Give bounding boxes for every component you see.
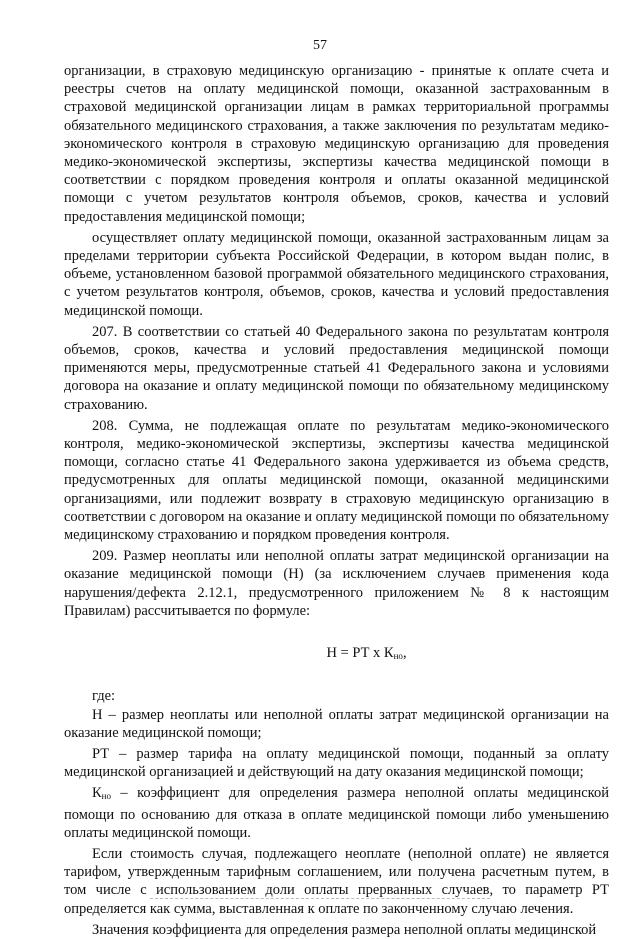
definition-k-subscript: но bbox=[101, 791, 111, 802]
paragraph-208: 208. Сумма, не подлежащая оплате по результатам медико-экономического контроля, медико-экономической экспертизы, экспертизы качества медицинской помощи, согласно статье 41 Федерального закона удерживается из объема средств, предусмотренных для оплаты медицинской помощи, оказанной медицинскими организациями, или подлежит возврату в страховую медицинскую организацию в соответствии с договором на оказание и оплату медицинской помощи по обязательному медицинскому страхованию и порядком проведения контроля. bbox=[64, 417, 609, 544]
definition-h: Н – размер неоплаты или неполной оплаты затрат медицинской организации на оказание медицинской помощи; bbox=[64, 706, 609, 741]
paragraph-207: 207. В соответствии со статьей 40 Федерального закона по результатам контроля объемов, сроков, качества и условий предоставления медицинской помощи применяются меры, предусмотренные статьей 41 Федерального закона и условиями договора на оказание и оплату медицинской помощи по обязательному медицинскому страхованию. bbox=[64, 323, 609, 413]
formula-main: Н = РТ х К bbox=[326, 645, 394, 662]
paragraph-209: 209. Размер неоплаты или неполной оплаты затрат медицинской организации на оказание медицинской помощи (Н) (за исключением случаев применения кода нарушения/дефекта 2.12.1, предусмотренного приложением № 8 к настоящим Правилам) рассчитывается по формуле: bbox=[64, 548, 609, 619]
definition-rt: РТ – размер тарифа на оплату медицинской помощи, поданный за оплату медицинской организацией и действующий на дату оказания медицинской помощи; bbox=[64, 745, 609, 781]
paragraph-payment: осуществляет оплату медицинской помощи, оказанной застрахованным лицам за пределами территории субъекта Российской Федерации, в котором выдан полис, в объеме, установленном базовой программой обязательного медицинского страхования, с учетом результатов контроля, объемов, сроков, качества и условий предоставления медицинской помощи. bbox=[64, 229, 609, 319]
formula bbox=[64, 644, 609, 665]
page-number: 57 bbox=[313, 38, 327, 53]
where-label: где: bbox=[92, 688, 116, 705]
document-body bbox=[64, 62, 609, 939]
definition-k-text: – коэффициент для определения размера неполной оплаты медицинской помощи по основанию для отказа в оплате медицинской помощи либо уменьшению оплаты медицинской помощи. bbox=[64, 785, 609, 841]
definition-k bbox=[64, 784, 609, 842]
formula-tail: , bbox=[402, 645, 407, 662]
formula-subscript: но bbox=[393, 651, 403, 662]
paragraph-continuation: организации, в страховую медицинскую организацию - принятые к оплате счета и реестры счетов на оплату медицинской помощи, оказанной застрахованным в страховой медицинской организации лицам в рамках территориальной программы обязательного медицинского страхования, а также заключения по результатам медико-экономического контроля в страховую медицинскую организацию для проведения медико-экономической экспертизы, экспертизы качества медицинской помощи в соответствии с порядком проведения контроля и оплаты оказанной медицинской помощи с учетом результатов контроля объемов, сроков, качества и условий предоставления медицинской помощи; bbox=[64, 63, 609, 225]
scan-edge-line bbox=[150, 898, 490, 899]
definition-k-letter: К bbox=[92, 785, 102, 802]
paragraph-coefficient: Значения коэффициента для определения размера неполной оплаты медицинской bbox=[92, 921, 597, 938]
paragraph-cost: Если стоимость случая, подлежащего неоплате (неполной оплате) не является тарифом, утвержденным тарифным соглашением, или получена расчетным путем, в том числе с использованием доли оплаты прерванных случаев, то параметр РТ определяется как сумма, выставленная к оплате по законченному случаю лечения. bbox=[64, 845, 609, 917]
